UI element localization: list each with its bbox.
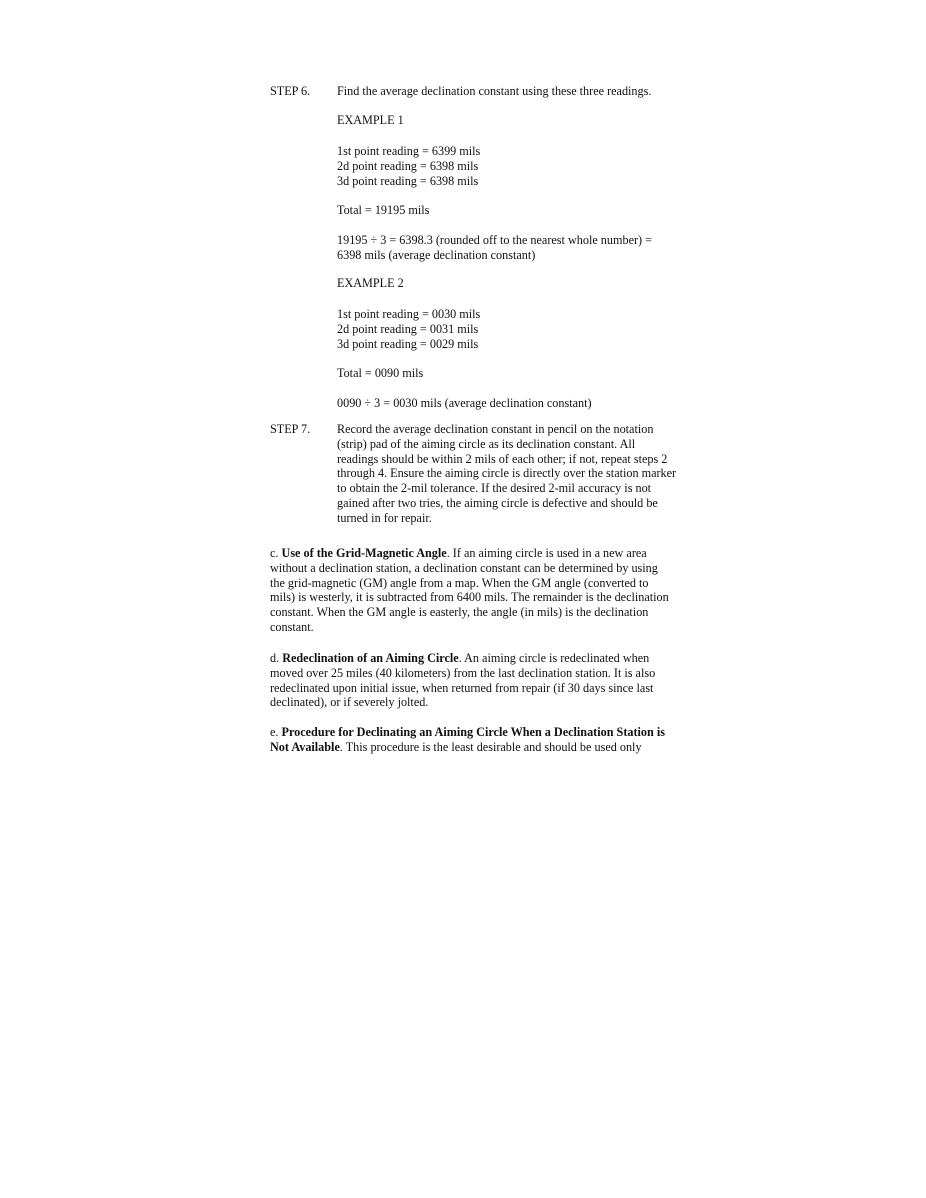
paragraph-d-line: redeclinated upon initial issue, when returned from repair (if 30 days since last [270,680,654,695]
paragraph-d-line: declinated), or if severely jolted. [270,695,429,710]
paragraph-e [270,725,706,755]
example-1-title: EXAMPLE 1 [337,113,404,127]
paragraph-c-heading: Use of the Grid-Magnetic Angle [281,546,447,560]
paragraph-e-tail: . This procedure is the least desirable and should be used only [339,739,642,754]
example-1-readings [337,144,707,188]
example-1-calculation [337,233,707,263]
example-1-reading: 1st point reading = 6399 mils [337,144,481,158]
example-2-title-block [337,276,707,291]
example-1-total-block [337,203,707,218]
paragraph-d-line: . An aiming circle is redeclinated when [458,651,650,665]
step-7-label: STEP 7. [270,422,311,436]
step-7-line: (strip) pad of the aiming circle as its declination constant. All [337,436,636,451]
paragraph-d-prefix: d. [270,651,283,665]
example-1-title-block [337,113,707,128]
example-2-reading: 1st point reading = 0030 mils [337,307,481,321]
example-2-readings [337,307,707,351]
example-2-calc-line: 0090 ÷ 3 = 0030 mils (average declination constant) [337,396,592,410]
step-7-line: turned in for repair. [337,510,432,525]
paragraph-e-heading: Procedure for Declinating an Aiming Circle When a Declination Station is [281,725,665,739]
paragraph-c-line: without a declination station, a declination constant can be determined by using [270,560,658,575]
example-2-title: EXAMPLE 2 [337,276,404,290]
paragraph-c [270,546,706,635]
paragraph-c-prefix: c. [270,546,282,560]
paragraph-c-line: constant. [270,619,314,634]
step-7-line: through 4. Ensure the aiming circle is directly over the station marker [337,466,677,481]
paragraph-d-line: moved over 25 miles (40 kilometers) from the last declination station. It is also [270,665,656,680]
example-1-calc-line: 19195 ÷ 3 = 6398.3 (rounded off to the nearest whole number) = [337,233,653,247]
step-7-line: to obtain the 2-mil tolerance. If the desired 2-mil accuracy is not [337,481,652,496]
step-7-body [337,422,707,526]
example-2-calculation [337,396,707,411]
paragraph-e-heading-cont: Not Available [270,739,340,754]
example-2-total-block [337,366,707,381]
paragraph-e-prefix: e. [270,725,282,739]
step-6-intro: Find the average declination constant using these three readings. [337,84,652,98]
step-7-line: Record the average declination constant in pencil on the notation [337,422,654,436]
paragraph-d-heading: Redeclination of an Aiming Circle [282,651,459,665]
example-1-total: Total = 19195 mils [337,203,430,217]
step-7-line: readings should be within 2 mils of each other; if not, repeat steps 2 [337,451,668,466]
example-1-reading: 2d point reading = 6398 mils [337,158,479,173]
paragraph-c-line: constant. When the GM angle is easterly, the angle (in mils) is the declination [270,605,649,620]
step-7-line: gained after two tries, the aiming circle is defective and should be [337,495,658,510]
example-2-reading: 2d point reading = 0031 mils [337,321,479,336]
paragraph-c-line: . If an aiming circle is used in a new area [446,546,647,560]
paragraph-c-line: mils) is westerly, it is subtracted from 6400 mils. The remainder is the declination [270,590,669,605]
step-6-body [337,84,707,99]
paragraph-c-line: the grid-magnetic (GM) angle from a map. When the GM angle (converted to [270,575,649,590]
paragraph-d [270,651,706,710]
example-2-reading: 3d point reading = 0029 mils [337,336,479,351]
example-2-total: Total = 0090 mils [337,366,424,380]
step-6-label: STEP 6. [270,84,311,98]
example-1-reading: 3d point reading = 6398 mils [337,173,479,188]
example-1-calc-line: 6398 mils (average declination constant) [337,247,536,262]
